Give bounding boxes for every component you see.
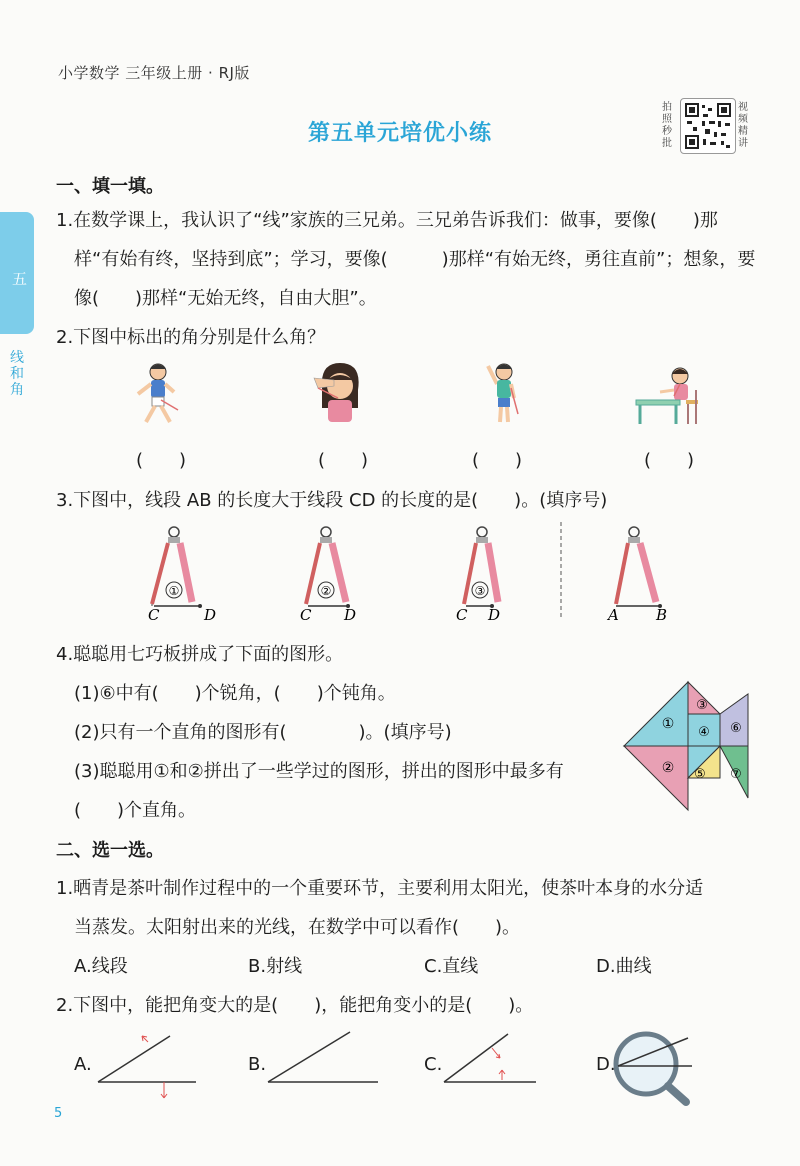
s2-q1-option-d[interactable]: D.曲线 — [596, 956, 652, 977]
section1-heading: 一、填一填。 — [56, 176, 164, 197]
unit-tab-label: 五 — [12, 270, 28, 288]
q3-text: 3.下图中，线段 AB 的长度大于线段 CD 的长度的是( )。(填序号) — [56, 490, 608, 511]
page-title: 第五单元培优小练 — [307, 121, 492, 146]
compass-3-num: ③ — [474, 584, 486, 598]
angle-a — [92, 1032, 202, 1102]
q4-text: 4.聪聪用七巧板拼成了下面的图形。 — [56, 644, 344, 665]
magnifier-angle-d — [612, 1030, 696, 1106]
piece-4-label: ④ — [698, 725, 710, 740]
s2-q1-line2: 当蒸发。太阳射出来的光线，在数学中可以看作( )。 — [74, 917, 521, 938]
compass-1-left: C — [148, 606, 160, 622]
q2-blank-4[interactable]: ( ) — [644, 450, 695, 471]
s2-q2-option-c[interactable]: C. — [424, 1054, 443, 1075]
compass-1-right: D — [204, 606, 217, 622]
qr-right-label: 视频精讲 — [738, 102, 748, 149]
compass-2-right: D — [344, 606, 357, 622]
s2-q2-text: 2.下图中，能把角变大的是( )，能把角变小的是( )。 — [56, 995, 534, 1016]
qr-block — [662, 96, 752, 158]
dashed-divider — [556, 522, 566, 622]
q2-blank-1[interactable]: ( ) — [136, 450, 187, 471]
s2-q2-option-d[interactable]: D. — [596, 1054, 616, 1075]
s2-q2-option-a[interactable]: A. — [74, 1054, 92, 1075]
piece-3-label: ③ — [696, 698, 708, 713]
compass-4-right: B — [656, 606, 668, 622]
q4-sub3a: (3)聪聪用①和②拼出了一些学过的图形，拼出的图形中最多有 — [74, 761, 564, 782]
q4-sub3b: ( )个直角。 — [74, 800, 197, 821]
compass-2-left: C — [300, 606, 312, 622]
piece-5-label: ⑤ — [694, 767, 706, 782]
compass-3-right: D — [488, 606, 501, 622]
s2-q1-option-c[interactable]: C.直线 — [424, 956, 479, 977]
s2-q2-option-b[interactable]: B. — [248, 1054, 267, 1075]
piece-7-label: ⑦ — [730, 767, 742, 782]
s2-q1-line1: 1.晒青是茶叶制作过程中的一个重要环节，主要利用太阳光，使茶叶本身的水分适 — [56, 878, 704, 899]
page-number: 5 — [54, 1106, 63, 1121]
unit-tab — [0, 212, 34, 334]
q1-line1: 1.在数学课上，我认识了“线”家族的三兄弟。三兄弟告诉我们：做事，要像( )那 — [56, 210, 718, 231]
s2-q1-option-a[interactable]: A.线段 — [74, 956, 128, 977]
q4-sub2: (2)只有一个直角的图形有( )。(填序号) — [74, 722, 452, 743]
piece-2-label: ② — [661, 760, 675, 776]
qr-code-icon — [681, 99, 735, 153]
qr-code[interactable] — [680, 98, 736, 154]
compass-2-num: ② — [320, 584, 332, 598]
girl-desk-illustration — [630, 362, 710, 428]
tangram-fish — [622, 680, 752, 816]
compass-4-left: A — [608, 606, 619, 622]
q2-text: 2.下图中标出的角分别是什么角？ — [56, 327, 326, 348]
compass-1-num: ① — [168, 584, 180, 598]
qr-left-label: 拍照秒批 — [662, 102, 672, 149]
q1-line2: 样“有始有终，坚持到底”；学习，要像( )那样“有始无终，勇往直前”；想象，要 — [74, 249, 756, 270]
compass-1 — [140, 522, 230, 622]
compass-3 — [448, 522, 538, 622]
section2-heading: 二、选一选。 — [56, 840, 164, 861]
piece-1-label: ① — [661, 716, 675, 732]
q1-line3: 像( )那样“无始无终，自由大胆”。 — [74, 288, 377, 309]
angle-b — [264, 1030, 384, 1090]
compass-4 — [600, 522, 690, 622]
piece-6-label: ⑥ — [730, 721, 742, 736]
s2-q1-option-b[interactable]: B.射线 — [248, 956, 303, 977]
q2-blank-3[interactable]: ( ) — [472, 450, 523, 471]
angle-c — [440, 1030, 540, 1090]
compass-3-left: C — [456, 606, 468, 622]
unit-topic: 线和角 — [10, 350, 24, 398]
girl-salute-illustration — [310, 358, 370, 428]
compass-2 — [292, 522, 382, 622]
q4-sub1: (1)⑥中有( )个锐角，( )个钝角。 — [74, 683, 396, 704]
running-boy-illustration — [128, 360, 188, 430]
q2-blank-2[interactable]: ( ) — [318, 450, 369, 471]
boy-stretch-illustration — [478, 358, 528, 428]
book-header: 小学数学 三年级上册 · RJ版 — [58, 64, 250, 82]
